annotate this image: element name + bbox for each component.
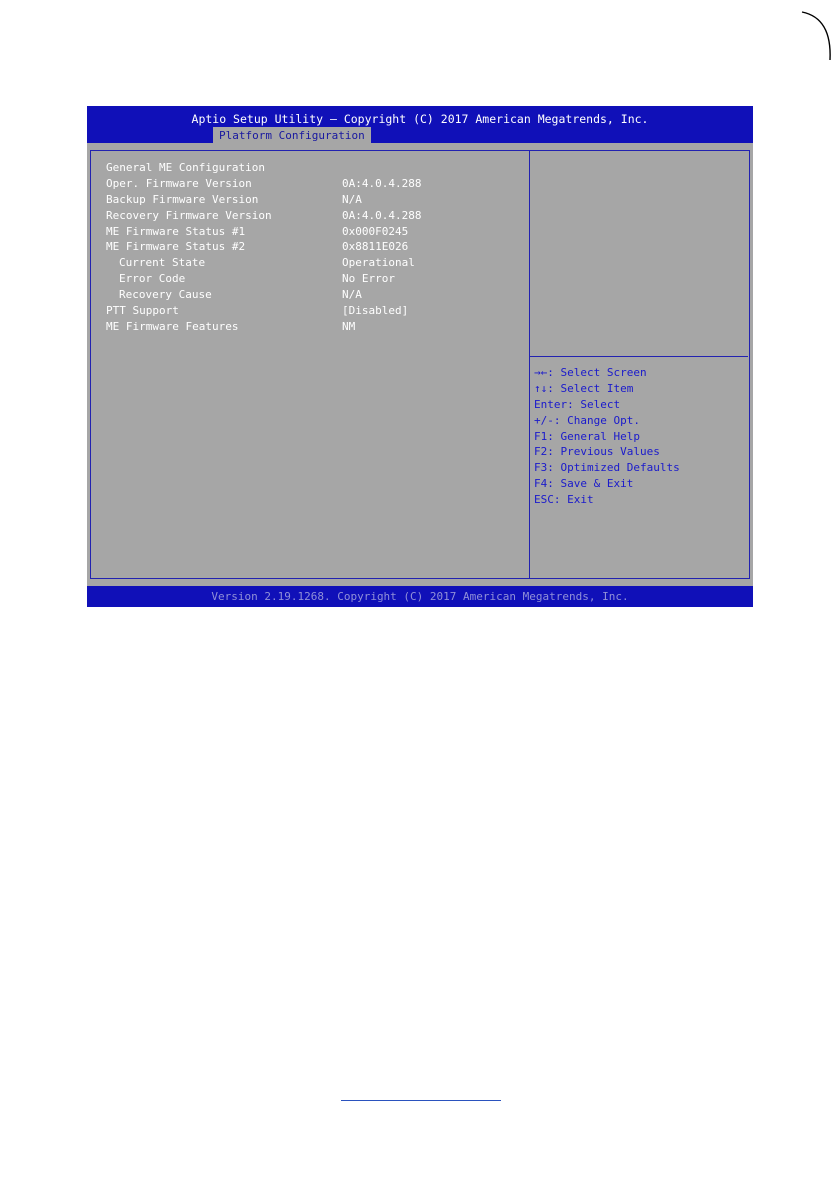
- setting-row-current-state: [106, 255, 526, 271]
- setting-label: Recovery Cause: [119, 288, 212, 302]
- setting-row-recovery-firmware-version: [106, 208, 526, 224]
- help-general-help: F1: General Help: [534, 429, 640, 443]
- bios-footer-bar: [87, 586, 753, 607]
- footer-version-text: Version 2.19.1268. Copyright (C) 2017 American Megatrends, Inc.: [211, 590, 629, 603]
- help-divider: [530, 356, 748, 357]
- help-esc-exit: ESC: Exit: [534, 493, 594, 507]
- setting-value: N/A: [342, 288, 362, 302]
- setting-label: ME Firmware Status #2: [106, 240, 246, 254]
- setting-label: Recovery Firmware Version: [106, 208, 272, 222]
- section-title: General ME Configuration: [106, 161, 265, 174]
- bios-header-bar: [87, 106, 753, 143]
- help-previous-values: F2: Previous Values: [534, 445, 660, 459]
- settings-list: [106, 160, 526, 335]
- setting-label: ME Firmware Status #1: [106, 224, 246, 238]
- ptt-support-select[interactable]: [Disabled]: [342, 304, 409, 318]
- setting-label: Backup Firmware Version: [106, 192, 259, 206]
- setting-row-oper-firmware-version: [106, 176, 526, 192]
- setting-value: 0x000F0245: [342, 224, 409, 238]
- setting-label: Current State: [119, 256, 206, 270]
- setting-label: ME Firmware Features: [106, 319, 239, 333]
- panel-divider-vertical: [529, 150, 530, 579]
- help-enter-select: Enter: Select: [534, 397, 621, 411]
- setting-label: PTT Support: [106, 304, 179, 318]
- setting-row-backup-firmware-version: [106, 192, 526, 208]
- help-select-item: ↑↓: Select Item: [534, 381, 634, 395]
- key-help-list: [534, 365, 748, 508]
- help-optimized-defaults: F3: Optimized Defaults: [534, 461, 680, 475]
- section-title-row: [106, 160, 526, 176]
- help-select-screen: →←: Select Screen: [534, 366, 647, 379]
- footer-link-underline[interactable]: [341, 1100, 501, 1101]
- setting-row-ptt-support[interactable]: [106, 303, 526, 319]
- help-change-opt: +/-: Change Opt.: [534, 413, 640, 427]
- setting-label: Error Code: [119, 272, 186, 286]
- setting-value: 0A:4.0.4.288: [342, 208, 422, 222]
- setting-value: No Error: [342, 272, 395, 286]
- app-title: Aptio Setup Utility – Copyright (C) 2017 American Megatrends, Inc.: [191, 112, 649, 126]
- setting-value: Operational: [342, 256, 415, 270]
- page-corner-curve: [800, 10, 836, 62]
- setting-row-error-code: [106, 271, 526, 287]
- setting-row-me-firmware-status-2: [106, 239, 526, 255]
- setting-value: 0A:4.0.4.288: [342, 176, 422, 190]
- setting-label: Oper. Firmware Version: [106, 176, 252, 190]
- setting-value: 0x8811E026: [342, 240, 409, 254]
- setting-row-me-firmware-status-1: [106, 224, 526, 240]
- setting-row-me-firmware-features: [106, 319, 526, 335]
- setting-row-recovery-cause: [106, 287, 526, 303]
- setting-value: N/A: [342, 192, 362, 206]
- tab-platform-configuration[interactable]: Platform Configuration: [213, 127, 371, 143]
- bios-setup-screenshot: [87, 106, 753, 607]
- help-save-exit: F4: Save & Exit: [534, 477, 634, 491]
- setting-value: NM: [342, 319, 356, 333]
